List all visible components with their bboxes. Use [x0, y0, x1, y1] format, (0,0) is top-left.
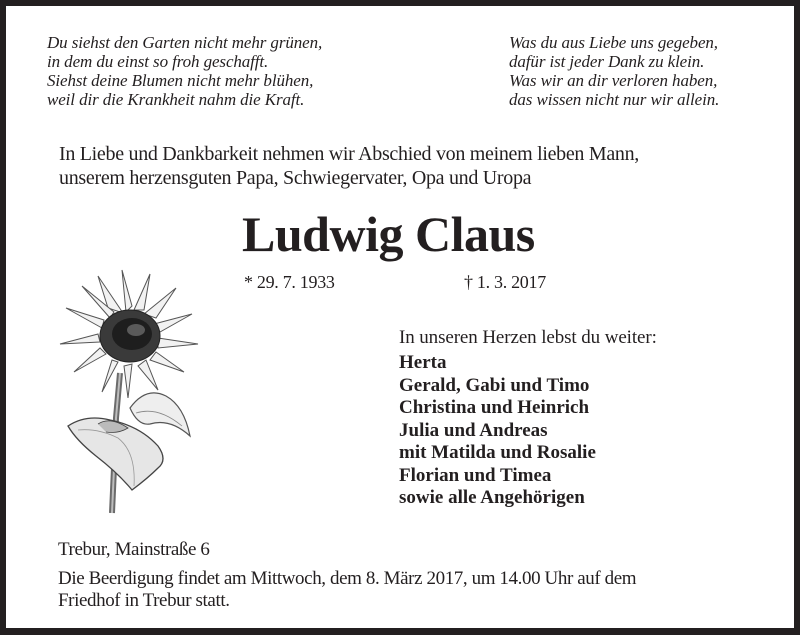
poem-line: Siehst deine Blumen nicht mehr blühen,: [47, 71, 314, 90]
poem-line: Du siehst den Garten nicht mehr grünen,: [47, 33, 323, 52]
poem-right: [509, 33, 719, 109]
mourner-entry: Gerald, Gabi und Timo: [399, 374, 590, 396]
poem-line: dafür ist jeder Dank zu klein.: [509, 52, 705, 71]
poem-left: [47, 33, 322, 109]
mourners-section: [399, 326, 657, 510]
mourner-entry: Herta: [399, 352, 447, 373]
mourner-entry: mit Matilda und Rosalie: [399, 442, 596, 463]
funeral-line: Die Beerdigung findet am Mittwoch, dem 8. März 2017, um 14.00 Uhr auf dem: [58, 568, 637, 589]
funeral-line: Friedhof in Trebur statt.: [58, 590, 230, 611]
address: Trebur, Mainstraße 6: [58, 539, 210, 560]
death-date: † 1. 3. 2017: [464, 272, 546, 292]
poem-line: Was wir an dir verloren haben,: [509, 71, 718, 90]
poem-line: weil dir die Krankheit nahm die Kraft.: [47, 90, 305, 109]
deceased-name: Ludwig Claus: [242, 206, 535, 262]
poem-line: das wissen nicht nur wir allein.: [509, 90, 720, 109]
obituary-card: [6, 6, 794, 628]
mourner-entry: Christina und Heinrich: [399, 397, 590, 418]
sunflower-icon: [58, 268, 208, 518]
mourners-heading: In unseren Herzen lebst du weiter:: [399, 327, 657, 348]
poem-line: Was du aus Liebe uns gegeben,: [509, 33, 718, 52]
mourner-entry: Florian und Timea: [399, 464, 552, 486]
mourner-entry: sowie alle Angehörigen: [399, 487, 585, 508]
funeral-notice: [58, 568, 636, 612]
mourner-entry: Julia und Andreas: [399, 419, 548, 441]
intro-text: [59, 142, 639, 190]
poem-line: in dem du einst so froh geschafft.: [47, 52, 269, 71]
birth-date: * 29. 7. 1933: [244, 272, 335, 292]
intro-line: In Liebe und Dankbarkeit nehmen wir Abschied von meinem lieben Mann,: [59, 143, 639, 165]
intro-line: unserem herzensguten Papa, Schwiegervater, Opa und Uropa: [59, 167, 532, 189]
mourners-list: [399, 352, 657, 510]
